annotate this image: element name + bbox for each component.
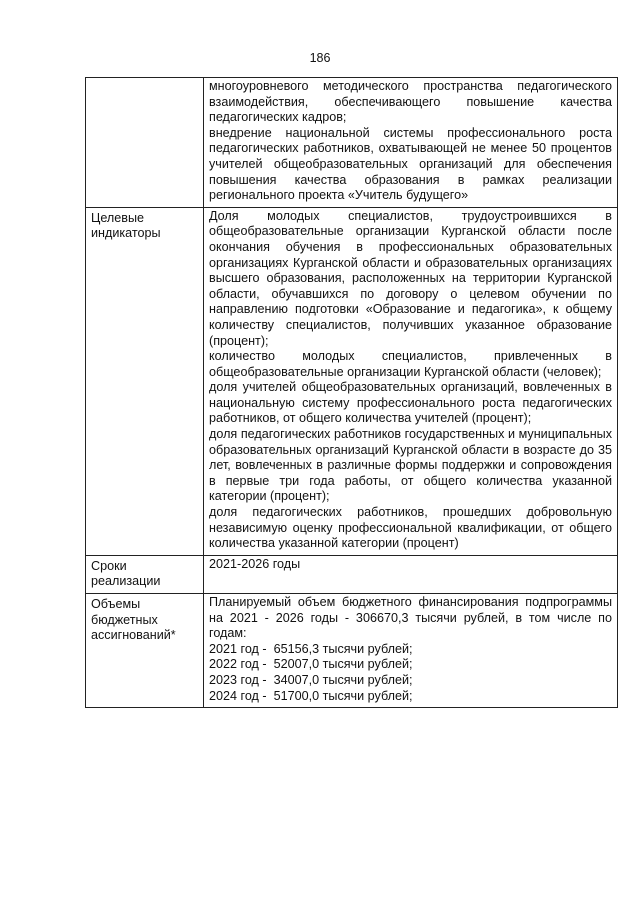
subprogram-passport-table	[85, 77, 618, 708]
row-value	[204, 207, 618, 555]
table-row	[86, 78, 618, 208]
table-row	[86, 594, 618, 708]
row-label: Целевые индикаторы	[86, 207, 204, 555]
value-paragraph: доля учителей общеобразовательных организаций, вовлеченных в национальную систему профессионального роста педагогических работников, от общего количества учителей (процент);	[209, 380, 612, 426]
value-paragraph: Планируемый объем бюджетного финансирования подпрограммы на 2021 - 2026 годы - 306670,3 тысячи рублей, в том числе по годам:	[209, 595, 612, 641]
value-paragraph: доля педагогических работников государственных и муниципальных образовательных организаций Курганской области в возрасте до 35 лет, вовлеченных в различные формы поддержки и сопровождения в первые три года работы, от общего количества указанной категории (процент);	[209, 427, 612, 504]
row-label: Сроки реализации	[86, 555, 204, 593]
value-paragraph: Доля молодых специалистов, трудоустроившихся в общеобразовательные организации Курганской области после окончания обучения в профессиональных образовательных организациях Курганской области и образовательных организациях высшего образования, расположенных на территории Курганской области, обучавшихся по договору о целевом обучении по направлению подготовки «Образование и педагогика», к общему количеству специалистов, получивших указанное образование (процент);	[209, 208, 612, 348]
table-row	[86, 207, 618, 555]
year-amount-line: 2021 год - 65156,3 тысячи рублей;	[209, 641, 413, 656]
row-label: Объемы бюджетных ассигнований*	[86, 594, 204, 708]
table-row	[86, 555, 618, 593]
value-paragraph: внедрение национальной системы профессионального роста педагогических работников, охватывающей не менее 50 процентов учителей общеобразовательных организаций для обеспечения повышения качества образования в рамках реализации регионального проекта «Учитель будущего»	[209, 125, 612, 203]
value-paragraph: многоуровневого методического пространства педагогического взаимодействия, обеспечивающего повышение качества педагогических кадров;	[209, 79, 612, 125]
row-value	[204, 555, 618, 593]
value-paragraph: 2021-2026 годы	[209, 556, 301, 571]
row-value	[204, 594, 618, 708]
value-paragraph: количество молодых специалистов, привлеченных в общеобразовательные организации Курганской области (человек);	[209, 349, 612, 379]
year-amount-line: 2024 год - 51700,0 тысячи рублей;	[209, 688, 413, 703]
row-label	[86, 78, 204, 208]
row-value	[204, 78, 618, 208]
value-paragraph: доля педагогических работников, прошедших добровольную независимую оценку профессиональной квалификации, от общего количества указанной категории (процент)	[209, 505, 612, 551]
page-number: 186	[309, 51, 331, 65]
year-amount-line: 2023 год - 34007,0 тысячи рублей;	[209, 672, 413, 687]
year-amount-line: 2022 год - 52007,0 тысячи рублей;	[209, 657, 413, 672]
